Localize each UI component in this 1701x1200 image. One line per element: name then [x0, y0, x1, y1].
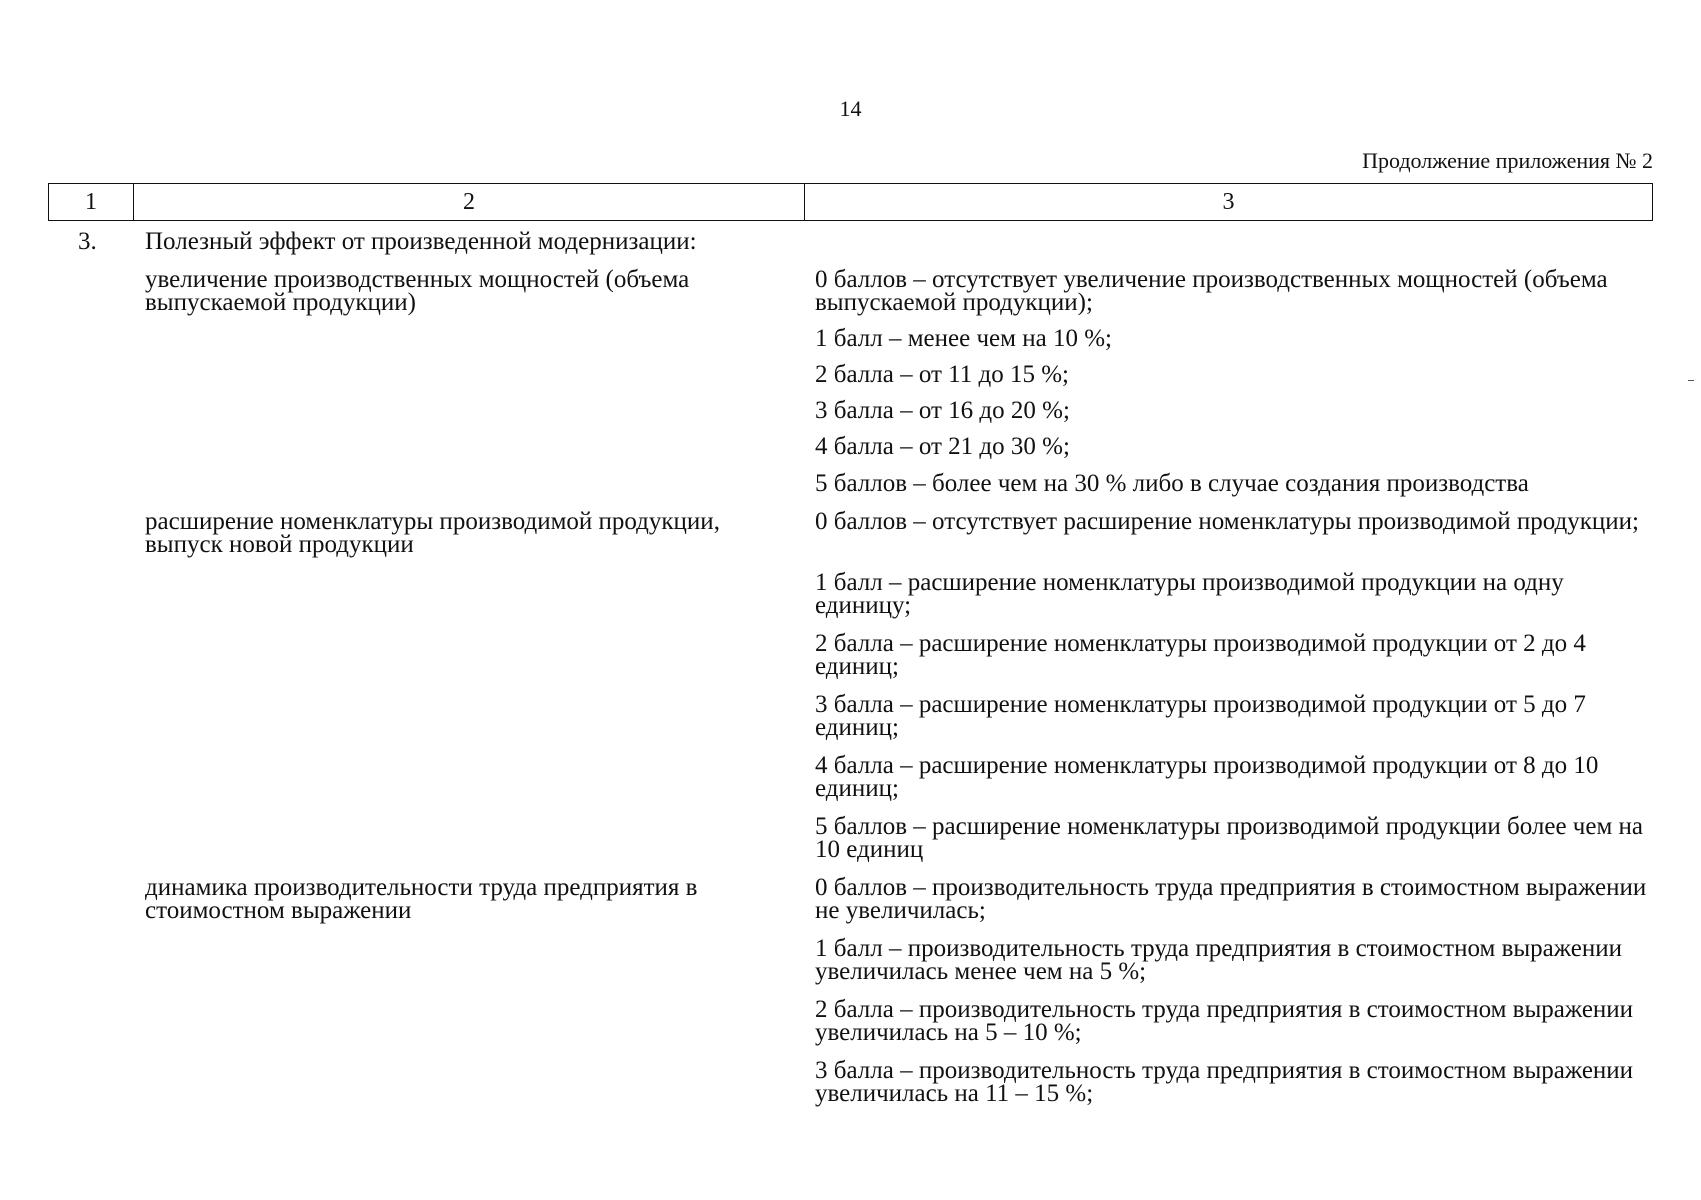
- score-item: 0 баллов – отсутствует увеличение производственных мощностей (объема выпускаемой продукции);: [815, 266, 1608, 316]
- criterion-capacity: увеличение производственных мощностей (объема выпускаемой продукции): [145, 266, 690, 316]
- score-item: 0 баллов – отсутствует расширение номенклатуры производимой продукции;: [815, 508, 1639, 535]
- continuation-label: Продолжение приложения № 2: [1362, 148, 1653, 173]
- score-item: 3 балла – производительность труда предприятия в стоимостном выражении увеличилась на 11 – 15 %;: [815, 1057, 1634, 1107]
- score-item: 1 балл – расширение номенклатуры производимой продукции на одну единицу;: [815, 569, 1564, 619]
- score-item: 5 баллов – более чем на 30 % либо в случае создания производства: [815, 470, 1529, 497]
- score-item: 2 балла – производительность труда предприятия в стоимостном выражении увеличилась на 5 – 10 %;: [815, 996, 1634, 1046]
- section-title: Полезный эффект от произведенной модернизации:: [145, 228, 697, 255]
- score-item: 5 баллов – расширение номенклатуры производимой продукции более чем на 10 единиц: [815, 813, 1644, 863]
- score-item: 2 балла – расширение номенклатуры производимой продукции от 2 до 4 единиц;: [815, 630, 1586, 680]
- score-item: 2 балла – от 11 до 15 %;: [815, 361, 1069, 388]
- header-col-3: 3: [1222, 188, 1235, 215]
- score-item: 4 балла – расширение номенклатуры производимой продукции от 8 до 10 единиц;: [815, 752, 1599, 802]
- score-item: 0 баллов – производительность труда предприятия в стоимостном выражении не увеличилась;: [815, 874, 1647, 924]
- score-item: 1 балл – производительность труда предприятия в стоимостном выражении увеличилась менее чем на 5 %;: [815, 935, 1622, 985]
- table-header-row: [48, 183, 1653, 221]
- score-item: 3 балла – расширение номенклатуры производимой продукции от 5 до 7 единиц;: [815, 691, 1586, 741]
- criterion-nomenclature: расширение номенклатуры производимой продукции, выпуск новой продукции: [145, 508, 720, 558]
- scan-mark: [1688, 380, 1694, 381]
- header-col-2: 2: [134, 184, 805, 220]
- page-number: 14: [839, 96, 862, 121]
- score-item: 4 балла – от 21 до 30 %;: [815, 433, 1070, 460]
- criterion-productivity: динамика производительности труда предприятия в стоимостном выражении: [145, 874, 698, 924]
- header-col-1: 1: [49, 184, 134, 220]
- section-number: 3.: [78, 228, 97, 255]
- score-item: 3 балла – от 16 до 20 %;: [815, 397, 1070, 424]
- score-item: 1 балл – менее чем на 10 %;: [815, 325, 1112, 352]
